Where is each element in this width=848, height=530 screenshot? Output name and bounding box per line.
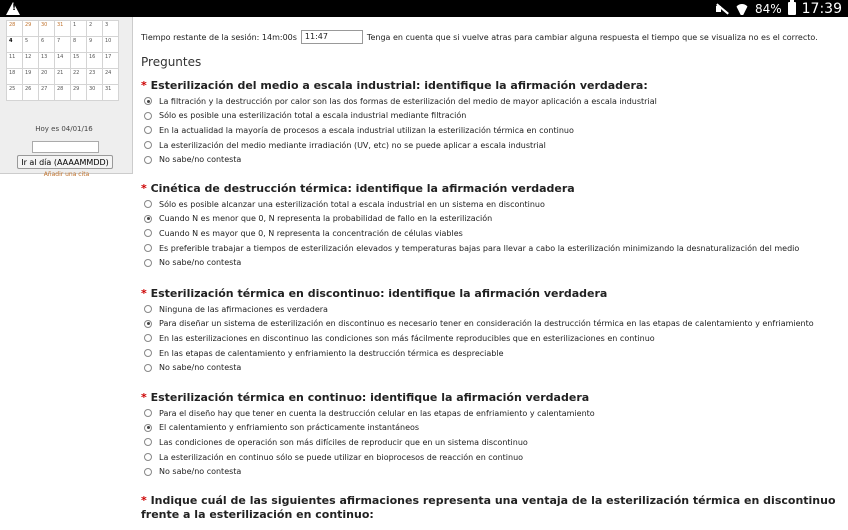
answer-label: La filtración y la destrucción por calor son las dos formas de esterilización del medio de mayor aplicación a escala industrial <box>159 96 657 106</box>
calendar-day[interactable]: 20 <box>39 69 55 85</box>
answer-option[interactable] <box>141 464 846 479</box>
question-title-text: Esterilización del medio a escala industrial: identifique la afirmación verdadera: <box>150 79 648 92</box>
today-label: Hoy es 04/01/16 <box>35 125 93 133</box>
answer-option[interactable] <box>141 406 846 421</box>
answer-label: Cuando N es mayor que 0, N representa la concentración de células viables <box>159 228 463 238</box>
radio-button[interactable] <box>144 409 152 417</box>
radio-button[interactable] <box>144 112 152 120</box>
radio-button[interactable] <box>144 453 152 461</box>
radio-button[interactable] <box>144 126 152 134</box>
calendar-day[interactable]: 23 <box>87 69 103 85</box>
radio-button[interactable] <box>144 438 152 446</box>
answer-label: Las condiciones de operación son más difíciles de reproducir que en un sistema discontinuo <box>159 437 528 447</box>
radio-button[interactable] <box>144 229 152 237</box>
radio-button[interactable] <box>144 424 152 432</box>
calendar-day[interactable]: 6 <box>39 37 55 53</box>
answer-option[interactable] <box>141 109 846 124</box>
answer-label: La esterilización en continuo sólo se puede utilizar en bioprocesos de reacción en continuo <box>159 452 524 462</box>
calendar-day[interactable]: 18 <box>7 69 23 85</box>
answer-label: No sabe/no contesta <box>159 363 242 373</box>
answer-label: Cuando N es menor que 0, N representa la probabilidad de fallo en la esterilización <box>159 214 493 224</box>
required-asterisk: * <box>141 494 151 507</box>
calendar-day[interactable]: 30 <box>87 85 103 101</box>
warning-mark: ! <box>12 3 17 13</box>
calendar-day[interactable]: 9 <box>87 37 103 53</box>
session-time-label: Tiempo restante de la sesión: 14m:00s <box>141 32 297 42</box>
radio-button[interactable] <box>144 334 152 342</box>
answer-option[interactable] <box>141 94 846 109</box>
answer-label: Ninguna de las afirmaciones es verdadera <box>159 304 328 314</box>
answer-option[interactable] <box>141 255 846 270</box>
calendar-day[interactable]: 10 <box>103 37 119 53</box>
calendar-day[interactable]: 8 <box>71 37 87 53</box>
calendar-day[interactable]: 2 <box>87 21 103 37</box>
calendar-day[interactable]: 28 <box>55 85 71 101</box>
radio-button[interactable] <box>144 244 152 252</box>
calendar-day[interactable]: 22 <box>71 69 87 85</box>
answer-option[interactable] <box>141 197 846 212</box>
answer-option[interactable] <box>141 435 846 450</box>
question-block <box>141 494 846 523</box>
calendar-day[interactable]: 27 <box>39 85 55 101</box>
radio-button[interactable] <box>144 259 152 267</box>
required-asterisk: * <box>141 182 151 195</box>
answer-option[interactable] <box>141 138 846 153</box>
calendar-day[interactable]: 30 <box>39 21 55 37</box>
radio-button[interactable] <box>144 200 152 208</box>
answer-label: No sabe/no contesta <box>159 258 242 268</box>
answer-label: En las esterilizaciones en discontinuo las condiciones son más fácilmente reproducibles que en esterilizaciones en continuo <box>159 333 655 343</box>
answer-label: El calentamiento y enfriamiento son prácticamente instantáneos <box>159 423 420 433</box>
question-block <box>141 287 846 375</box>
question-title-text: Indique cuál de las siguientes afirmaciones representa una ventaja de la esterilización térmica en discontinuo frente a la esterilización en continuo: <box>141 494 836 521</box>
calendar-day[interactable]: 17 <box>103 53 119 69</box>
question-title <box>141 79 846 93</box>
answer-option[interactable] <box>141 450 846 465</box>
goto-day-button[interactable]: Ir al día (AAAAMMDD) <box>17 155 113 169</box>
radio-button[interactable] <box>144 141 152 149</box>
answer-option[interactable] <box>141 317 846 332</box>
session-timer-row <box>141 30 818 44</box>
answer-label: Sólo es posible alcanzar una esterilización total a escala industrial en un sistema en discontinuo <box>159 199 545 209</box>
answer-option[interactable] <box>141 226 846 241</box>
wifi-icon <box>735 3 749 15</box>
question-title-text: Esterilización térmica en continuo: identifique la afirmación verdadera <box>150 391 590 404</box>
answer-option[interactable] <box>141 123 846 138</box>
page-title: Preguntes <box>141 55 202 69</box>
radio-button[interactable] <box>144 349 152 357</box>
question-title <box>141 182 846 196</box>
mini-calendar <box>6 20 119 101</box>
battery-icon <box>788 2 796 15</box>
calendar-day[interactable]: 11 <box>7 53 23 69</box>
answer-option[interactable] <box>141 241 846 256</box>
calendar-day[interactable]: 16 <box>87 53 103 69</box>
question-title-text: Esterilización térmica en discontinuo: identifique la afirmación verdadera <box>150 287 608 300</box>
sidebar-calendar-panel <box>0 17 133 178</box>
answer-label: En la actualidad la mayoría de procesos a escala industrial utilizan la esterilización térmica en continuo <box>159 125 574 135</box>
answer-option[interactable] <box>141 212 846 227</box>
calendar-day[interactable]: 31 <box>103 85 119 101</box>
calendar-day[interactable]: 15 <box>71 53 87 69</box>
calendar-day[interactable]: 29 <box>71 85 87 101</box>
calendar-day[interactable]: 26 <box>23 85 39 101</box>
calendar-day[interactable]: 31 <box>55 21 71 37</box>
required-asterisk: * <box>141 79 151 92</box>
answer-label: Sólo es posible una esterilización total a escala industrial mediante filtración <box>159 111 467 121</box>
calendar-day[interactable]: 13 <box>39 53 55 69</box>
mute-icon <box>715 3 729 15</box>
answer-option[interactable] <box>141 421 846 436</box>
android-status-bar <box>0 0 848 17</box>
goto-date-input[interactable] <box>32 141 99 153</box>
calendar-day[interactable]: 25 <box>7 85 23 101</box>
clock: 17:39 <box>801 0 842 17</box>
calendar-day[interactable]: 4 <box>7 37 23 53</box>
answer-label: Para el diseño hay que tener en cuenta la destrucción celular en las etapas de enfriamiento y calentamiento <box>159 408 595 418</box>
answer-label: En las etapas de calentamiento y enfriamiento la destrucción térmica es despreciable <box>159 348 504 358</box>
radio-button[interactable] <box>144 320 152 328</box>
calendar-day[interactable]: 5 <box>23 37 39 53</box>
battery-percent: 84% <box>754 1 782 16</box>
question-title <box>141 494 846 522</box>
session-time-field[interactable]: 11:47 <box>301 30 363 44</box>
calendar-day[interactable]: 29 <box>23 21 39 37</box>
question-block <box>141 182 846 270</box>
question-title-text: Cinética de destrucción térmica: identifique la afirmación verdadera <box>150 182 575 195</box>
answer-option[interactable] <box>141 302 846 317</box>
radio-button[interactable] <box>144 468 152 476</box>
answer-label: La esterilización del medio mediante irradiación (UV, etc) no se puede aplicar a escala industrial <box>159 140 546 150</box>
radio-button[interactable] <box>144 156 152 164</box>
calendar-day[interactable]: 12 <box>23 53 39 69</box>
answer-label: No sabe/no contesta <box>159 155 242 165</box>
calendar-day[interactable]: 24 <box>103 69 119 85</box>
required-asterisk: * <box>141 391 151 404</box>
radio-button[interactable] <box>144 215 152 223</box>
answer-option[interactable] <box>141 152 846 167</box>
calendar-day[interactable]: 7 <box>55 37 71 53</box>
radio-button[interactable] <box>144 364 152 372</box>
question-title <box>141 391 846 405</box>
question-block <box>141 391 846 479</box>
answer-option[interactable] <box>141 360 846 375</box>
calendar-day[interactable]: 28 <box>7 21 23 37</box>
add-appointment-link[interactable]: Añadir una cita <box>43 171 90 178</box>
required-asterisk: * <box>141 287 151 300</box>
session-note: Tenga en cuenta que si vuelve atras para cambiar alguna respuesta el tiempo que se visualiza no es el correcto. <box>366 32 818 42</box>
calendar-day[interactable]: 1 <box>71 21 87 37</box>
question-block <box>141 79 846 167</box>
answer-label: Es preferible trabajar a tiempos de esterilización elevados y temperaturas bajas para llevar a cabo la esterilización minimizando la desnaturalización del medio <box>159 243 800 253</box>
calendar-day[interactable]: 3 <box>103 21 119 37</box>
answer-label: No sabe/no contesta <box>159 467 242 477</box>
calendar-day[interactable]: 14 <box>55 53 71 69</box>
answer-option[interactable] <box>141 346 846 361</box>
answer-option[interactable] <box>141 331 846 346</box>
radio-button[interactable] <box>144 305 152 313</box>
question-title <box>141 287 846 301</box>
calendar-day[interactable]: 19 <box>23 69 39 85</box>
answer-label: Para diseñar un sistema de esterilización en discontinuo es necesario tener en consideración la destrucción térmica en las etapas de calentamiento y enfriamiento <box>159 319 814 329</box>
radio-button[interactable] <box>144 97 152 105</box>
calendar-day[interactable]: 21 <box>55 69 71 85</box>
